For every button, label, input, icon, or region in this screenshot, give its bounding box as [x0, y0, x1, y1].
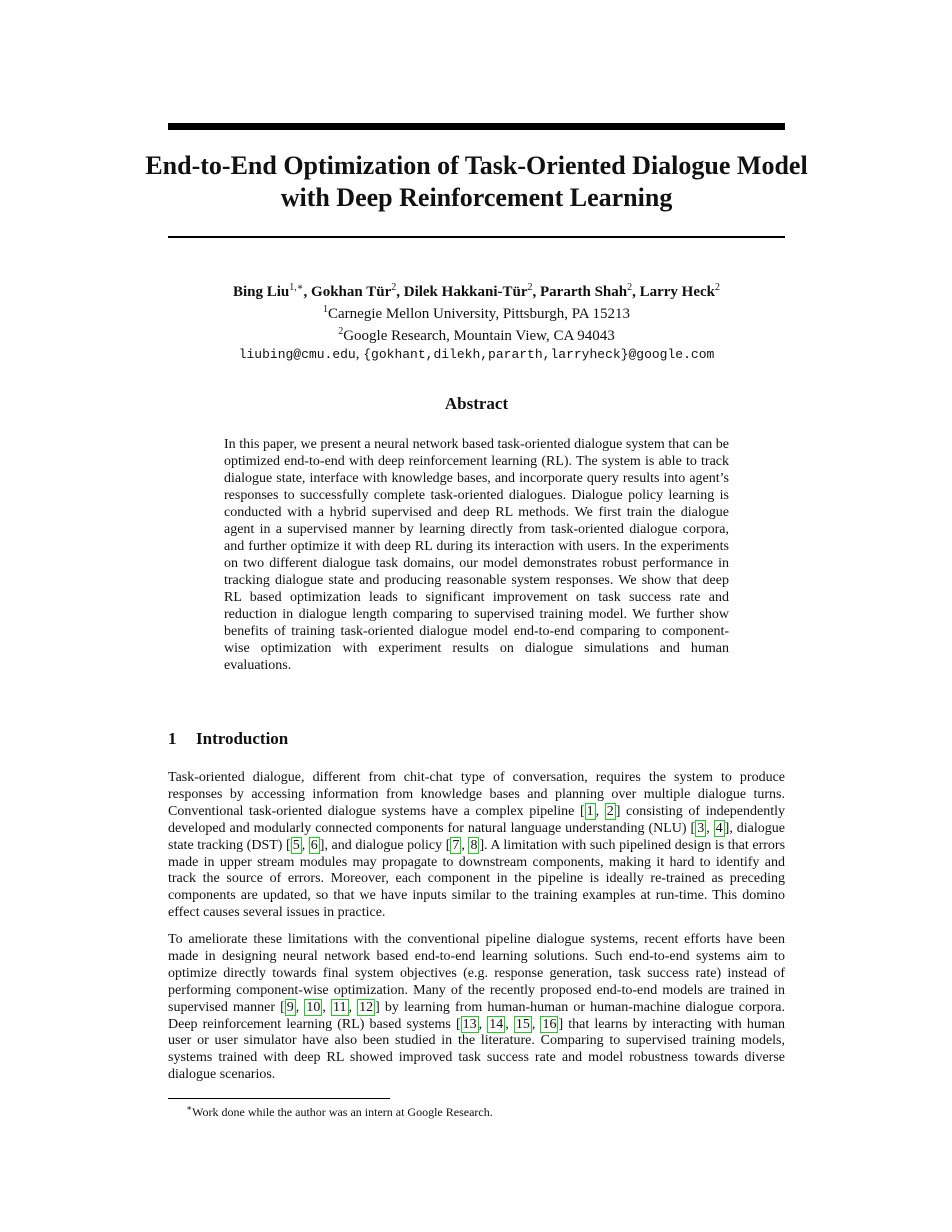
- title-top-rule: [168, 123, 785, 130]
- citation-link[interactable]: 5: [292, 837, 300, 853]
- section-heading: [168, 729, 288, 749]
- section-title: Introduction: [196, 729, 289, 748]
- footnote-rule: [168, 1098, 390, 1099]
- citation-link[interactable]: 1: [586, 803, 594, 819]
- author-block: [140, 279, 813, 364]
- title-bottom-rule: [168, 236, 785, 238]
- citation-link[interactable]: 12: [359, 999, 374, 1015]
- citation-link[interactable]: 14: [489, 1016, 504, 1032]
- citation-link[interactable]: 15: [515, 1016, 530, 1032]
- author-name: Gokhan Tür: [311, 284, 392, 300]
- author-emails: liubing@cmu.edu, {gokhant,dilekh,pararth,larryheck}@google.com: [238, 346, 715, 362]
- citation-link[interactable]: 4: [715, 820, 723, 836]
- citation-link[interactable]: 16: [542, 1016, 557, 1032]
- author-names: Bing Liu$^{1,∗}$, Gokhan Tür$^2$, Dilek Hakkani-Tür$^2$, Pararth Shah$^2$, Larry Heck$^2$: [232, 282, 721, 300]
- citation-link[interactable]: 10: [306, 999, 321, 1015]
- author-affiliation-mark: 1,∗: [289, 282, 304, 293]
- author-name: Larry Heck: [639, 284, 716, 300]
- citation-link[interactable]: 8: [470, 837, 478, 853]
- citation-link[interactable]: 13: [462, 1016, 477, 1032]
- intro-paragraph-1: Task-oriented dialogue, different from chit-chat type of conversation, requires the system to produce responses by accessing information from knowledge bases and planning over multiple dialogue turns. Conventional task-oriented dialogue systems have a complex pipeline [ 1 , 2 ] consisting of independently developed and modularly connected components for natural language understanding (NLU) [ 3 , 4 ], dialogue state tracking (DST) [ 5 , 6 ], and dialogue policy [ 7 , 8 ]. A limitation with such pipelined design is that errors made in upper stream modules may propagate to downstream components, making it hard to identify and track the source of errors. Moreover, each component in the pipeline is ideally re-trained as preceding components are updated, so that we have inputs similar to the training examples at run-time. This domino effect causes several issues in practice.: [168, 770, 786, 921]
- citation-link[interactable]: 7: [452, 837, 460, 853]
- citation-link[interactable]: 9: [286, 999, 294, 1015]
- paper-title: End-to-End Optimization of Task-Oriented Dialogue Model with Deep Reinforcement Learning: [145, 151, 808, 212]
- footnote-text: Work done while the author was an intern at Google Research.: [192, 1105, 493, 1119]
- affiliation-1: $^1$Carnegie Mellon University, Pittsburgh, PA 15213: [323, 304, 630, 322]
- citation-link[interactable]: 11: [333, 999, 347, 1015]
- citation-link[interactable]: 3: [697, 820, 705, 836]
- author-name: Pararth Shah: [540, 284, 628, 300]
- email-link[interactable]: liubing@cmu.edu: [238, 347, 356, 362]
- author-name: Dilek Hakkani-Tür: [403, 284, 528, 300]
- intro-paragraph-2: To ameliorate these limitations with the conventional pipeline dialogue systems, recent efforts have been made in designing neural network based end-to-end learning solutions. Such end-to-end systems aim to optimize directly towards final system objectives (e.g. response generation, task success rate) instead of performing component-wise optimization. Many of the recently proposed end-to-end models are trained in supervised manner [ 9 , 10 , 11 , 12 ] by learning from human-human or human-machine dialogue corpora. Deep reinforcement learning (RL) based systems [ 13 , 14 , 15 , 16 ] that learns by interacting with human user or user simulator have also been studied in the literature. Comparing to supervised training models, systems trained with deep RL showed improved task success rate and model robustness towards diverse dialogue scenarios.: [168, 932, 786, 1083]
- abstract-text: In this paper, we present a neural network based task-oriented dialogue system that can be optimized end-to-end with deep reinforcement learning (RL). The system is able to track dialogue state, interface with knowledge bases, and incorporate query results into agent’s responses to successfully complete task-oriented dialogues. Dialogue policy learning is conducted with a hybrid supervised and deep RL methods. We first train the dialogue agent in a supervised manner by learning directly from task-oriented dialogue corpora, and further optimize it with deep RL during its interaction with users. In the experiments on two different dialogue task domains, our model demonstrates robust performance in tracking dialogue state and producing reasonable system responses. We show that deep RL based optimization leads to significant improvement on task success rate and reduction in dialogue length comparing to supervised training model. We further show benefits of training task-oriented dialogue model end-to-end comparing to component-wise optimization with experiment results on dialogue simulations and human evaluations.: [224, 437, 729, 673]
- affiliation-2: $^2$Google Research, Mountain View, CA 94043: [338, 326, 615, 344]
- email-link[interactable]: {gokhant,dilekh,pararth,larryheck}@google.com: [363, 347, 715, 362]
- citation-link[interactable]: 6: [310, 837, 318, 853]
- section-number: 1: [168, 729, 177, 748]
- author-name: Bing Liu: [232, 284, 290, 300]
- abstract-heading: Abstract: [444, 394, 509, 413]
- footnote-mark: ∗: [186, 1103, 193, 1113]
- footnote: [168, 1103, 493, 1120]
- citation-link[interactable]: 2: [606, 803, 614, 819]
